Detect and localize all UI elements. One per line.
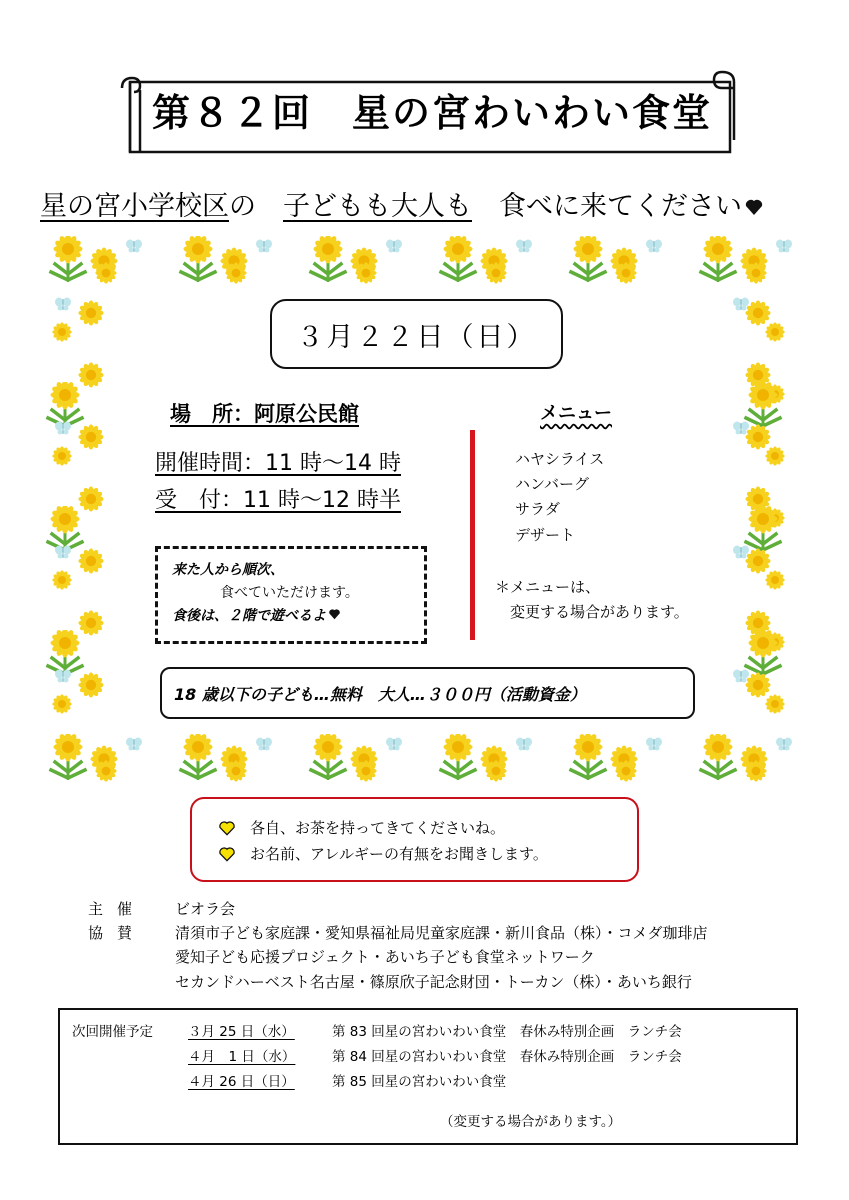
butterfly-icon [515, 736, 533, 750]
sponsor-label: 協賛 [88, 924, 147, 942]
reminder-box [190, 797, 639, 882]
next-events-note: （変更する場合があります。） [440, 1114, 622, 1130]
dandelion-icon [745, 760, 775, 790]
butterfly-icon [54, 296, 72, 310]
page-title: 第８２回 星の宮わいわい食堂 [151, 91, 712, 135]
host: ビオラ会 [175, 900, 236, 918]
dandelion-icon [95, 760, 125, 790]
next-event-name: 第 83 回星の宮わいわい食堂 春休み特別企画 ランチ会 [332, 1024, 682, 1040]
heart-icon [744, 198, 764, 216]
dandelion-icon [78, 672, 108, 702]
reminder-item: お名前、アレルギーの有無をお聞きします。 [218, 843, 548, 864]
butterfly-icon [645, 238, 663, 252]
dandelion-icon [78, 424, 108, 454]
sponsor-line: 清須市子ども家庭課・愛知県福祉局児童家庭課・新川食品（株）・コメダ珈琲店 [175, 924, 708, 942]
butterfly-icon [255, 238, 273, 252]
dandelion-plant-icon [695, 236, 741, 282]
dandelion-icon [745, 262, 775, 292]
note-line: 食後は、２階で遊べるよ [172, 605, 410, 628]
dandelion-icon [52, 322, 82, 352]
next-events-box [58, 1008, 798, 1145]
dandelion-plant-icon [695, 734, 741, 780]
divider [470, 430, 475, 640]
sponsor-line: 愛知子ども応援プロジェクト・あいち子ども食堂ネットワーク [175, 948, 595, 966]
butterfly-icon [645, 736, 663, 750]
dandelion-icon [225, 262, 255, 292]
dandelion-icon [765, 570, 795, 600]
menu-item: ハンバーグ [515, 475, 589, 493]
dandelion-icon [355, 760, 385, 790]
next-event-name: 第 84 回星の宮わいわい食堂 春休み特別企画 ランチ会 [332, 1049, 682, 1065]
butterfly-icon [775, 238, 793, 252]
butterfly-icon [54, 668, 72, 682]
menu-item: サラダ [515, 500, 560, 518]
menu-note: ＊メニューは、 [495, 578, 601, 596]
dandelion-icon [225, 760, 255, 790]
dandelion-plant-icon [45, 734, 91, 780]
dandelion-icon [615, 262, 645, 292]
butterfly-icon [732, 668, 750, 682]
subtitle-area: 星の宮小学校区 [40, 191, 229, 222]
sponsor-line: セカンドハーベスト名古屋・篠原欣子記念財団・トーカン（株）・あいち銀行 [175, 973, 692, 991]
note-line: 来た人から順次、 [172, 562, 284, 578]
menu-item: ハヤシライス [515, 450, 605, 468]
butterfly-icon [732, 420, 750, 434]
dandelion-icon [765, 322, 795, 352]
dandelion-icon [78, 300, 108, 330]
price-info: 18 歳以下の子ども…無料 大人…３００円（活動資金） [160, 667, 695, 719]
dandelion-plant-icon [45, 236, 91, 282]
menu-title: メニュー [540, 403, 612, 424]
subtitle-audience: 子どもも大人も [283, 191, 472, 222]
menu-item: デザート [515, 526, 576, 544]
menu-note: 変更する場合があります。 [510, 603, 689, 621]
next-event-name: 第 85 回星の宮わいわい食堂 [332, 1074, 507, 1090]
butterfly-icon [125, 238, 143, 252]
butterfly-icon [54, 544, 72, 558]
subtitle-connector: の [229, 191, 283, 222]
butterfly-icon [732, 544, 750, 558]
dandelion-plant-icon [175, 236, 221, 282]
heart-icon [328, 608, 341, 620]
dandelion-plant-icon [175, 734, 221, 780]
dandelion-icon [52, 446, 82, 476]
butterfly-icon [125, 736, 143, 750]
note-line: 食べていただけます。 [220, 585, 359, 601]
butterfly-icon [385, 736, 403, 750]
dandelion-icon [765, 446, 795, 476]
next-event-date: ４月 1 日（水） [188, 1049, 296, 1065]
venue: 場 所：阿原公民館 [170, 402, 359, 426]
dandelion-icon [78, 548, 108, 578]
next-events-label: 次回開催予定 [72, 1024, 153, 1040]
event-date: ３月２２日（日） [270, 299, 563, 369]
dandelion-plant-icon [305, 236, 351, 282]
host-label: 主催 [88, 900, 147, 918]
dandelion-icon [485, 760, 515, 790]
dandelion-plant-icon [565, 734, 611, 780]
dandelion-icon [615, 760, 645, 790]
subtitle [40, 184, 820, 223]
dandelion-icon [485, 262, 515, 292]
next-event-date: ４月 26 日（日） [188, 1074, 295, 1090]
heart-icon [218, 846, 236, 862]
notes-box [155, 546, 427, 644]
butterfly-icon [732, 296, 750, 310]
dandelion-icon [52, 694, 82, 724]
dandelion-icon [95, 262, 125, 292]
dandelion-icon [765, 694, 795, 724]
dandelion-plant-icon [435, 236, 481, 282]
dandelion-plant-icon [435, 734, 481, 780]
reminder-item: 各自、お茶を持ってきてくださいね。 [218, 817, 505, 838]
butterfly-icon [54, 420, 72, 434]
butterfly-icon [385, 238, 403, 252]
subtitle-invite: 食べに来てください [472, 191, 742, 222]
dandelion-plant-icon [565, 236, 611, 282]
reception-hours: 受 付：11 時～12 時半 [155, 488, 401, 513]
butterfly-icon [775, 736, 793, 750]
next-event-date: ３月 25 日（水） [188, 1024, 295, 1040]
opening-hours: 開催時間：11 時～14 時 [155, 451, 401, 476]
heart-icon [218, 820, 236, 836]
butterfly-icon [255, 736, 273, 750]
dandelion-icon [52, 570, 82, 600]
dandelion-plant-icon [305, 734, 351, 780]
dandelion-icon [355, 262, 385, 292]
butterfly-icon [515, 238, 533, 252]
